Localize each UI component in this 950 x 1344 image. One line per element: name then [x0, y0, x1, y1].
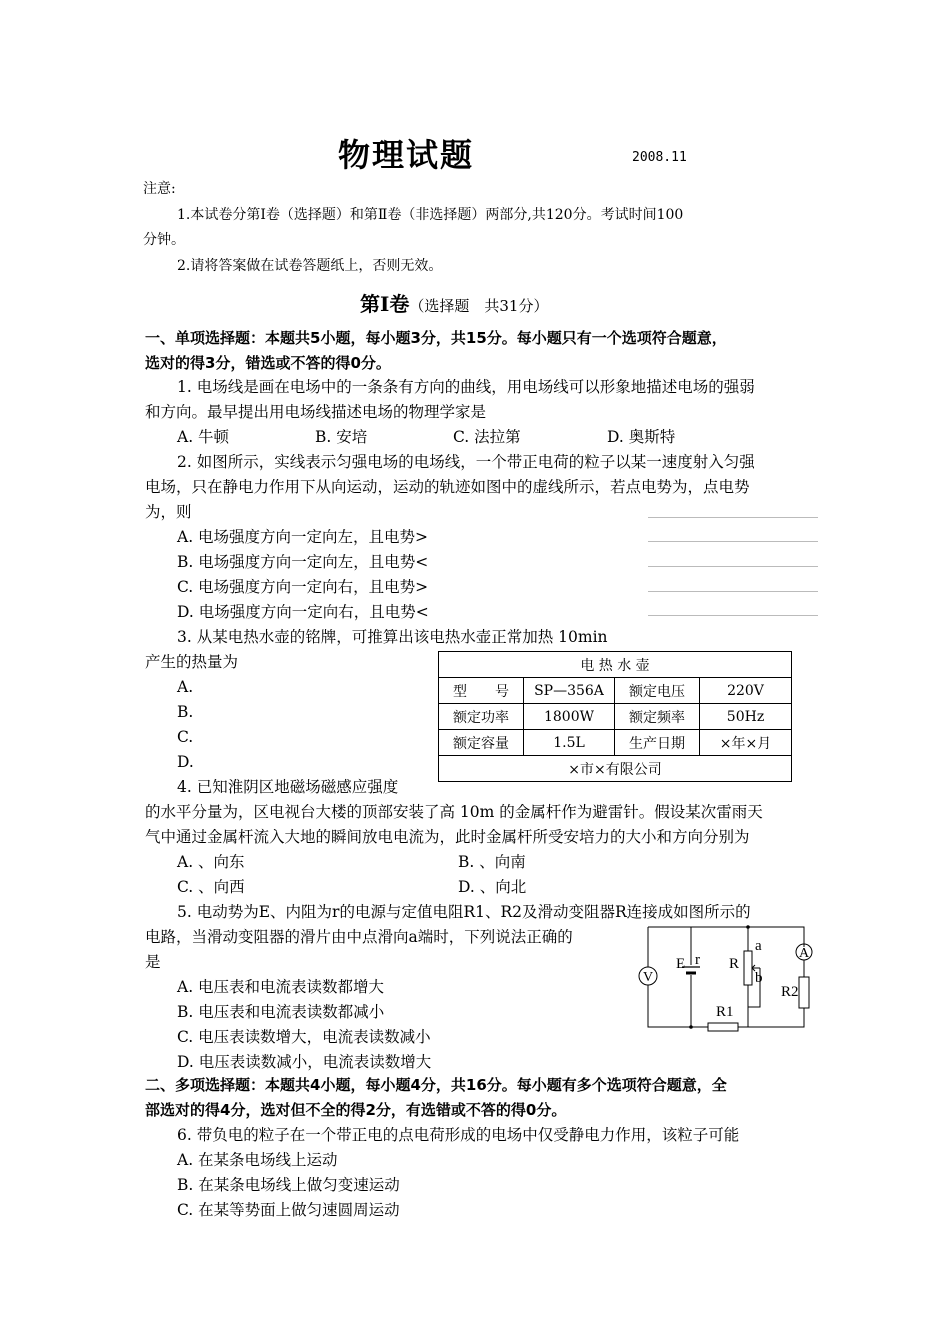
q2-stem: 2. 如图所示，实线表示匀强电场的电场线，一个带正电荷的粒子以某一速度射入匀强 [177, 453, 755, 471]
field-line [648, 517, 818, 518]
q4-stem-cont: 的水平分量为，区电视台大楼的顶部安装了高 10m 的金属杆作为避雷针。假设某次雷雨天 [145, 803, 763, 821]
nameplate-cell: SP—356A [524, 678, 615, 704]
nameplate-cell: 生产日期 [615, 730, 700, 756]
nameplate-row [439, 730, 792, 756]
voltmeter-label: V [643, 970, 654, 985]
q1-option-b: B. 安培 [315, 428, 368, 446]
q6-option-c: C. 在某等势面上做匀速圆周运动 [177, 1201, 400, 1219]
q6-option-a: A. 在某条电场线上运动 [177, 1151, 338, 1169]
nameplate-row [439, 678, 792, 704]
nameplate-cell: 额定频率 [615, 704, 700, 730]
nameplate-cell: 额定功率 [439, 704, 524, 730]
q3-option-b: B. [177, 703, 194, 721]
q5-stem-cont: 电路，当滑动变阻器的滑片由中点滑向a端时，下列说法正确的 [145, 928, 573, 946]
q3-stem: 3. 从某电热水壶的铭牌，可推算出该电热水壶正常加热 10min [177, 628, 608, 646]
q1-stem: 1. 电场线是画在电场中的一条条有方向的曲线，用电场线可以形象地描述电场的强弱 [177, 378, 755, 396]
field-line [648, 541, 818, 542]
r2-resistor-symbol [799, 977, 809, 1008]
q2-option-c: C. 电场强度方向一定向右，且电势> [177, 578, 429, 596]
q5-stem-cont-2: 是 [145, 953, 161, 971]
nameplate-footer: ×市×有限公司 [439, 756, 792, 782]
volume-title-main: 第Ⅰ卷 [360, 292, 410, 316]
notice-label: 注意: [143, 181, 176, 197]
q5-option-a: A. 电压表和电流表读数都增大 [177, 978, 385, 996]
q2-option-b: B. 电场强度方向一定向左，且电势< [177, 553, 429, 571]
q3-stem-cont: 产生的热量为 [145, 653, 239, 671]
volume-title-sub: （选择题 共31分） [409, 297, 549, 315]
nameplate-cell: 1800W [524, 704, 615, 730]
field-line [648, 591, 818, 592]
volume-title [360, 288, 548, 317]
notice-item-1: 1.本试卷分第Ⅰ卷（选择题）和第Ⅱ卷（非选择题）两部分,共120分。考试时间100 [177, 207, 684, 223]
terminal-a-label: a [755, 938, 762, 954]
section-2-heading-cont: 部选对的得4分，选对但不全的得2分，有选错或不答的得0分。 [145, 1101, 567, 1119]
terminal-b-label: b [755, 970, 763, 986]
rheostat-label: R [729, 956, 740, 972]
circuit-wire [648, 927, 804, 947]
q5-circuit-diagram [636, 920, 826, 1038]
section-1-heading-cont: 选对的得3分，错选或不答的得0分。 [145, 354, 391, 372]
r2-label: R2 [781, 984, 799, 1000]
emf-label: E [676, 956, 686, 972]
q4-stem: 4. 已知淮阴区地磁场磁感应强度 [177, 778, 399, 796]
kettle-nameplate [438, 651, 792, 782]
q6-stem: 6. 带负电的粒子在一个带正电的点电荷形成的电场中仅受静电力作用，该粒子可能 [177, 1126, 740, 1144]
q4-option-b: B. 、向南 [458, 853, 526, 871]
q5-option-d: D. 电压表读数减小，电流表读数增大 [177, 1053, 432, 1071]
nameplate-cell: ×年×月 [700, 730, 792, 756]
nameplate-cell: 220V [700, 678, 792, 704]
q1-option-c: C. 法拉第 [453, 428, 521, 446]
junction-dot [689, 1025, 693, 1029]
exam-date: 2008.11 [632, 150, 687, 165]
r1-resistor-symbol [708, 1023, 738, 1031]
nameplate-title: 电 热 水 壶 [439, 652, 792, 678]
notice-item-2: 2.请将答案做在试卷答题纸上，否则无效。 [177, 258, 443, 274]
q4-option-a: A. 、向东 [177, 853, 245, 871]
q3-option-c: C. [177, 728, 194, 746]
q2-option-a: A. 电场强度方向一定向左，且电势> [177, 528, 429, 546]
nameplate-cell: 额定容量 [439, 730, 524, 756]
internal-resistance-label: r [695, 952, 700, 968]
q1-stem-cont: 和方向。最早提出用电场线描述电场的物理学家是 [145, 403, 487, 421]
junction-dot [746, 925, 750, 929]
q1-option-a: A. 牛顿 [177, 428, 230, 446]
rheostat-symbol [744, 951, 752, 985]
field-line [648, 615, 818, 616]
q5-option-b: B. 电压表和电流表读数都减小 [177, 1003, 385, 1021]
q1-option-d: D. 奥斯特 [607, 428, 676, 446]
q2-option-d: D. 电场强度方向一定向右，且电势< [177, 603, 429, 621]
nameplate-cell: 50Hz [700, 704, 792, 730]
q3-option-a: A. [177, 678, 194, 696]
section-1-heading: 一、单项选择题：本题共5小题，每小题3分，共15分。每小题只有一个选项符合题意， [145, 329, 727, 347]
r1-label: R1 [716, 1004, 734, 1020]
nameplate-cell: 1.5L [524, 730, 615, 756]
field-line [648, 566, 818, 567]
q5-option-c: C. 电压表读数增大，电流表读数减小 [177, 1028, 431, 1046]
q4-option-c: C. 、向西 [177, 878, 245, 896]
section-2-heading: 二、多项选择题：本题共4小题，每小题4分，共16分。每小题有多个选项符合题意，全 [145, 1076, 727, 1094]
notice-item-1-cont: 分钟。 [143, 232, 185, 248]
q2-stem-cont: 电场，只在静电力作用下从向运动，运动的轨迹如图中的虚线所示，若点电势为，点电势 [145, 478, 750, 496]
nameplate-row [439, 704, 792, 730]
q4-option-d: D. 、向北 [458, 878, 527, 896]
nameplate-cell: 额定电压 [615, 678, 700, 704]
nameplate-cell: 型 号 [439, 678, 524, 704]
ammeter-label: A [799, 946, 810, 961]
q5-stem: 5. 电动势为E、内阻为r的电源与定值电阻R1、R2及滑动变阻器R连接成如图所示的 [177, 903, 751, 921]
q2-stem-cont-2: 为，则 [145, 503, 192, 521]
page-title: 物理试题 [338, 136, 475, 174]
q6-option-b: B. 在某条电场线上做匀变速运动 [177, 1176, 400, 1194]
q4-stem-cont-2: 气中通过金属杆流入大地的瞬间放电电流为，此时金属杆所受安培力的大小和方向分别为 [145, 828, 750, 846]
q3-option-d: D. [177, 753, 194, 771]
